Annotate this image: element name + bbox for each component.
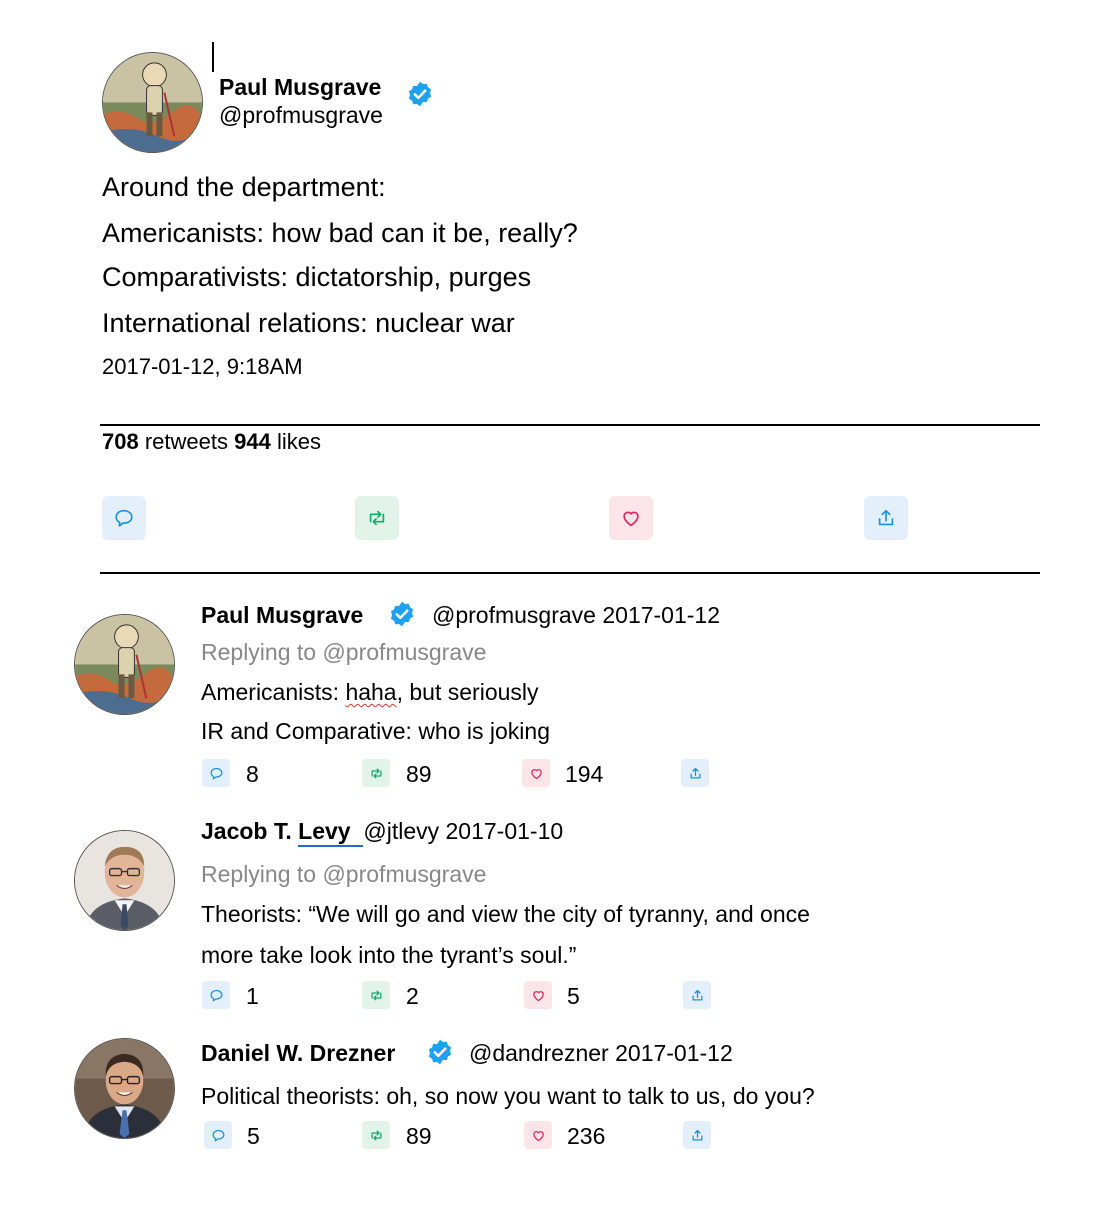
replying-to[interactable]: Replying to @profmusgrave <box>201 861 487 887</box>
reply-author-name[interactable]: Daniel W. Drezner <box>201 1040 396 1066</box>
reply-text-line <box>201 679 539 706</box>
retweet-button[interactable] <box>355 496 399 540</box>
retweet-icon <box>366 507 388 529</box>
tweet-text-line: Comparativists: dictatorship, purges <box>102 262 532 292</box>
like-button[interactable] <box>524 981 552 1009</box>
reply-count: 8 <box>246 761 259 787</box>
reply-icon <box>113 507 135 529</box>
reply-button[interactable] <box>202 759 230 787</box>
reply-header <box>201 818 563 845</box>
reply-button[interactable] <box>204 1121 232 1149</box>
reply-meta <box>432 602 720 629</box>
like-button[interactable] <box>609 496 653 540</box>
reply-avatar[interactable] <box>74 1038 175 1139</box>
heart-icon <box>620 507 642 529</box>
heart-icon <box>529 766 544 781</box>
reply-author-name[interactable] <box>201 818 351 847</box>
caricature-avatar-icon <box>75 615 174 714</box>
share-icon <box>688 766 703 781</box>
reply-text-line: more take look into the tyrant’s soul.” <box>201 942 577 968</box>
reply-avatar[interactable] <box>74 830 175 931</box>
divider <box>100 572 1040 574</box>
like-button[interactable] <box>522 759 550 787</box>
retweet-button[interactable] <box>362 981 390 1009</box>
reply-handle[interactable]: @dandrezner <box>469 1040 609 1066</box>
portrait-avatar-icon <box>75 1039 174 1138</box>
share-button[interactable] <box>683 1121 711 1149</box>
divider <box>100 424 1040 426</box>
misspelled-word: haha <box>345 679 397 705</box>
verified-badge-icon <box>426 1038 454 1066</box>
like-count[interactable]: 944 <box>234 429 271 454</box>
heart-icon <box>531 1128 546 1143</box>
reply-icon <box>209 988 224 1003</box>
retweet-button[interactable] <box>362 1121 390 1149</box>
reply-handle[interactable]: @jtlevy <box>363 818 440 844</box>
share-button[interactable] <box>683 981 711 1009</box>
tweet-text-line: Around the department: <box>102 172 386 202</box>
heart-icon <box>531 988 546 1003</box>
retweet-count[interactable]: 708 <box>102 429 139 454</box>
verified-badge-icon <box>406 80 434 108</box>
text-cursor <box>212 42 214 72</box>
reply-handle[interactable]: @profmusgrave <box>432 602 596 628</box>
like-count: 5 <box>567 983 580 1009</box>
reply-text-line: Theorists: “We will go and view the city of tyranny, and once <box>201 901 810 927</box>
reply-date[interactable]: 2017-01-12 <box>602 602 721 628</box>
reply-text-segment: , but seriously <box>396 679 539 705</box>
reply-text-line: Political theorists: oh, so now you want to talk to us, do you? <box>201 1083 815 1109</box>
retweet-count: 89 <box>406 1123 432 1149</box>
reply-header <box>201 602 363 629</box>
author-name-part: Levy <box>298 818 350 847</box>
tweet-timestamp[interactable]: 2017-01-12, 9:18AM <box>102 354 303 379</box>
reply-button[interactable] <box>102 496 146 540</box>
retweet-icon <box>369 988 384 1003</box>
reply-count: 1 <box>246 983 259 1009</box>
tweet-text-line: International relations: nuclear war <box>102 308 515 338</box>
retweets-label: retweets <box>144 429 228 454</box>
like-button[interactable] <box>524 1121 552 1149</box>
reply-count: 5 <box>247 1123 260 1149</box>
portrait-avatar-icon <box>75 831 174 930</box>
like-count: 194 <box>565 761 604 787</box>
reply-date[interactable]: 2017-01-10 <box>445 818 564 844</box>
share-icon <box>690 988 705 1003</box>
likes-label: likes <box>276 429 321 454</box>
share-button[interactable] <box>864 496 908 540</box>
retweet-icon <box>369 1128 384 1143</box>
author-handle[interactable]: @profmusgrave <box>219 102 383 128</box>
retweet-icon <box>369 766 384 781</box>
reply-text-line: IR and Comparative: who is joking <box>201 718 550 744</box>
author-avatar[interactable] <box>102 52 203 153</box>
reply-text-segment: Americanists: <box>201 679 346 705</box>
reply-icon <box>211 1128 226 1143</box>
tweet-stats <box>102 429 321 455</box>
reply-header <box>201 1040 395 1067</box>
author-name-part: Jacob T. <box>201 818 299 844</box>
share-icon <box>875 507 897 529</box>
retweet-button[interactable] <box>362 759 390 787</box>
like-count: 236 <box>567 1123 606 1149</box>
reply-author-name[interactable]: Paul Musgrave <box>201 602 364 628</box>
reply-date[interactable]: 2017-01-12 <box>615 1040 733 1066</box>
retweet-count: 2 <box>406 983 419 1009</box>
tweet-text-line: Americanists: how bad can it be, really? <box>102 218 578 248</box>
reply-avatar[interactable] <box>74 614 175 715</box>
share-button[interactable] <box>681 759 709 787</box>
share-icon <box>690 1128 705 1143</box>
reply-meta <box>469 1040 733 1067</box>
caricature-avatar-icon <box>103 53 202 152</box>
reply-icon <box>209 766 224 781</box>
author-name[interactable]: Paul Musgrave <box>219 74 382 100</box>
verified-badge-icon <box>388 600 416 628</box>
retweet-count: 89 <box>406 761 432 787</box>
replying-to[interactable]: Replying to @profmusgrave <box>201 639 487 665</box>
reply-button[interactable] <box>202 981 230 1009</box>
